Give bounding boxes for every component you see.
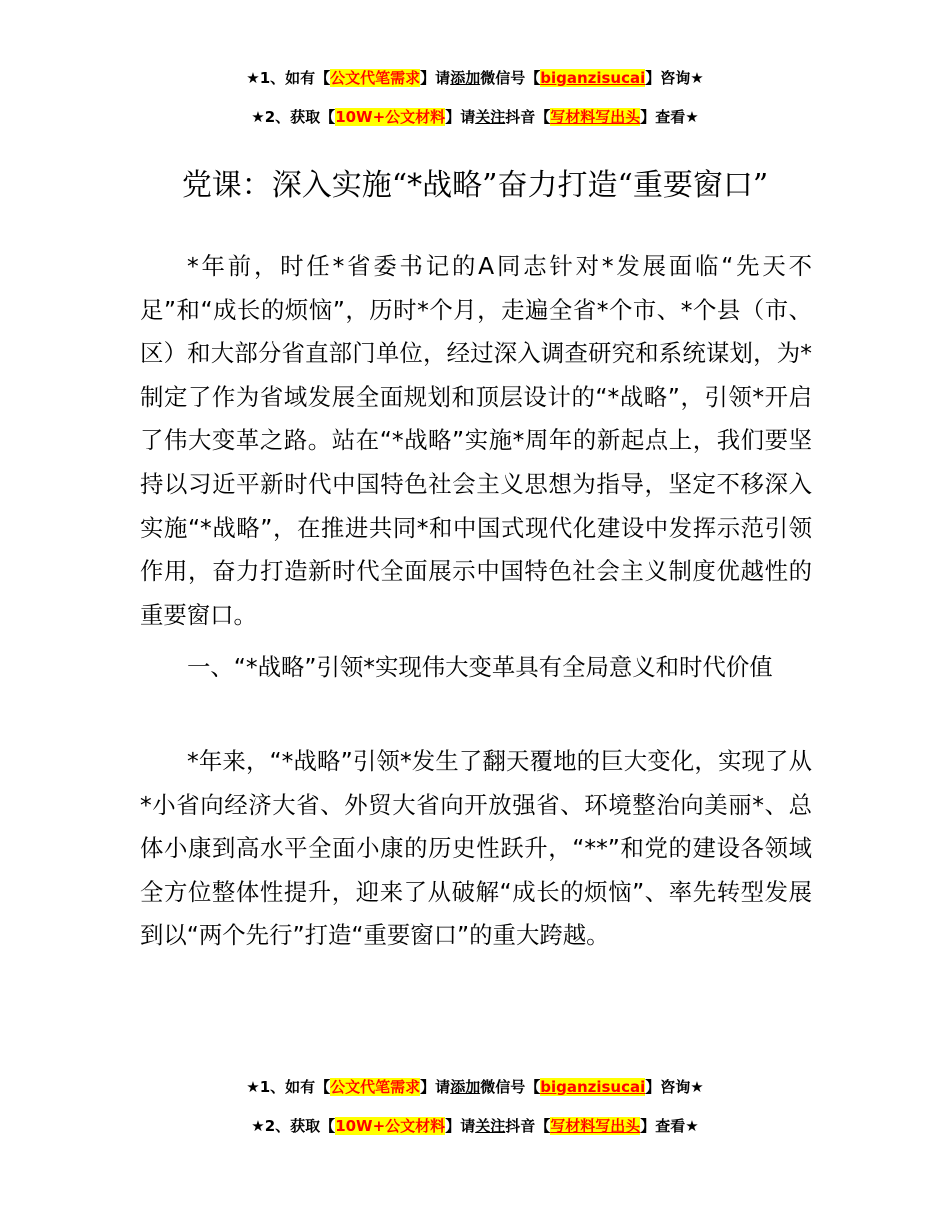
header-ad-line-2 bbox=[0, 106, 950, 128]
section-heading-1: 一、“*战略”引领*实现伟大变革具有全局意义和时代价值 bbox=[187, 653, 773, 681]
footer-ad-2-suffix: 】查看★ bbox=[640, 1117, 699, 1135]
footer-ad-1-suffix: 】咨询★ bbox=[645, 1078, 704, 1096]
footer-ad-2-mid2: 抖音【 bbox=[505, 1117, 551, 1135]
body-paragraph-intro: *年前，时任*省委书记的A同志针对*发展面临“先天不足”和“成长的烦恼”，历时*个月，走遍全省*个市、*个县（市、区）和大部分省直部门单位，经过深入调查研究和系统谋划，为*制定了作为省域发展全面规划和顶层设计的“*战略”，引领*开启了伟大变革之路。站在“*战略”实施*周年的新起点上，我们要坚持以习近平新时代中国特色社会主义思想为指导，坚定不移深入实施“*战略”，在推进共同*和中国式现代化建设中发挥示范引领作用，奋力打造新时代全面展示中国特色社会主义制度优越性的重要窗口。 bbox=[140, 252, 812, 629]
header-ad-1-emphasis: 添加 bbox=[450, 69, 481, 87]
header-ad-1-suffix: 】咨询★ bbox=[645, 69, 704, 87]
header-ad-1-prefix: ★1、如有【 bbox=[246, 69, 331, 87]
footer-ad-2-highlight-douyin: 写材料写出头 bbox=[550, 1117, 641, 1135]
footer-ad-line-1 bbox=[0, 1076, 950, 1098]
header-ad-2-mid1: 】请 bbox=[445, 108, 476, 126]
header-ad-2-emphasis: 关注 bbox=[475, 108, 506, 126]
footer-ad-1-prefix: ★1、如有【 bbox=[246, 1078, 331, 1096]
footer-ad-2-highlight-materials: 10W+公文材料 bbox=[335, 1117, 446, 1135]
footer-ad-2-mid1: 】请 bbox=[445, 1117, 476, 1135]
header-ad-1-mid2: 微信号【 bbox=[480, 69, 541, 87]
header-ad-1-mid1: 】请 bbox=[420, 69, 451, 87]
footer-ad-1-highlight-wechat: biganzisucai bbox=[540, 1078, 646, 1096]
header-ad-2-highlight-materials: 10W+公文材料 bbox=[335, 108, 446, 126]
header-ad-2-prefix: ★2、获取【 bbox=[251, 108, 336, 126]
body-paragraph-section-1: *年来，“*战略”引领*发生了翻天覆地的巨大变化，实现了从*小省向经济大省、外贸大省向开放强省、环境整治向美丽*、总体小康到高水平全面小康的历史性跃升，“**”和党的建设各领域全方位整体性提升，迎来了从破解“成长的烦恼”、率先转型发展到以“两个先行”打造“重要窗口”的重大跨越。 bbox=[140, 747, 812, 950]
footer-ad-line-2 bbox=[0, 1115, 950, 1137]
header-ad-2-suffix: 】查看★ bbox=[640, 108, 699, 126]
header-ad-2-highlight-douyin: 写材料写出头 bbox=[550, 108, 641, 126]
header-ad-1-highlight-service: 公文代笔需求 bbox=[330, 69, 421, 87]
header-ad-1-highlight-wechat: biganzisucai bbox=[540, 69, 646, 87]
footer-ad-1-highlight-service: 公文代笔需求 bbox=[330, 1078, 421, 1096]
header-ad-line-1 bbox=[0, 67, 950, 89]
footer-ad-1-emphasis: 添加 bbox=[450, 1078, 481, 1096]
footer-ad-2-prefix: ★2、获取【 bbox=[251, 1117, 336, 1135]
document-title: 党课：深入实施“*战略”奋力打造“重要窗口” bbox=[181, 168, 769, 204]
header-ad-2-mid2: 抖音【 bbox=[505, 108, 551, 126]
footer-ad-1-mid1: 】请 bbox=[420, 1078, 451, 1096]
footer-ad-2-emphasis: 关注 bbox=[475, 1117, 506, 1135]
footer-ad-1-mid2: 微信号【 bbox=[480, 1078, 541, 1096]
